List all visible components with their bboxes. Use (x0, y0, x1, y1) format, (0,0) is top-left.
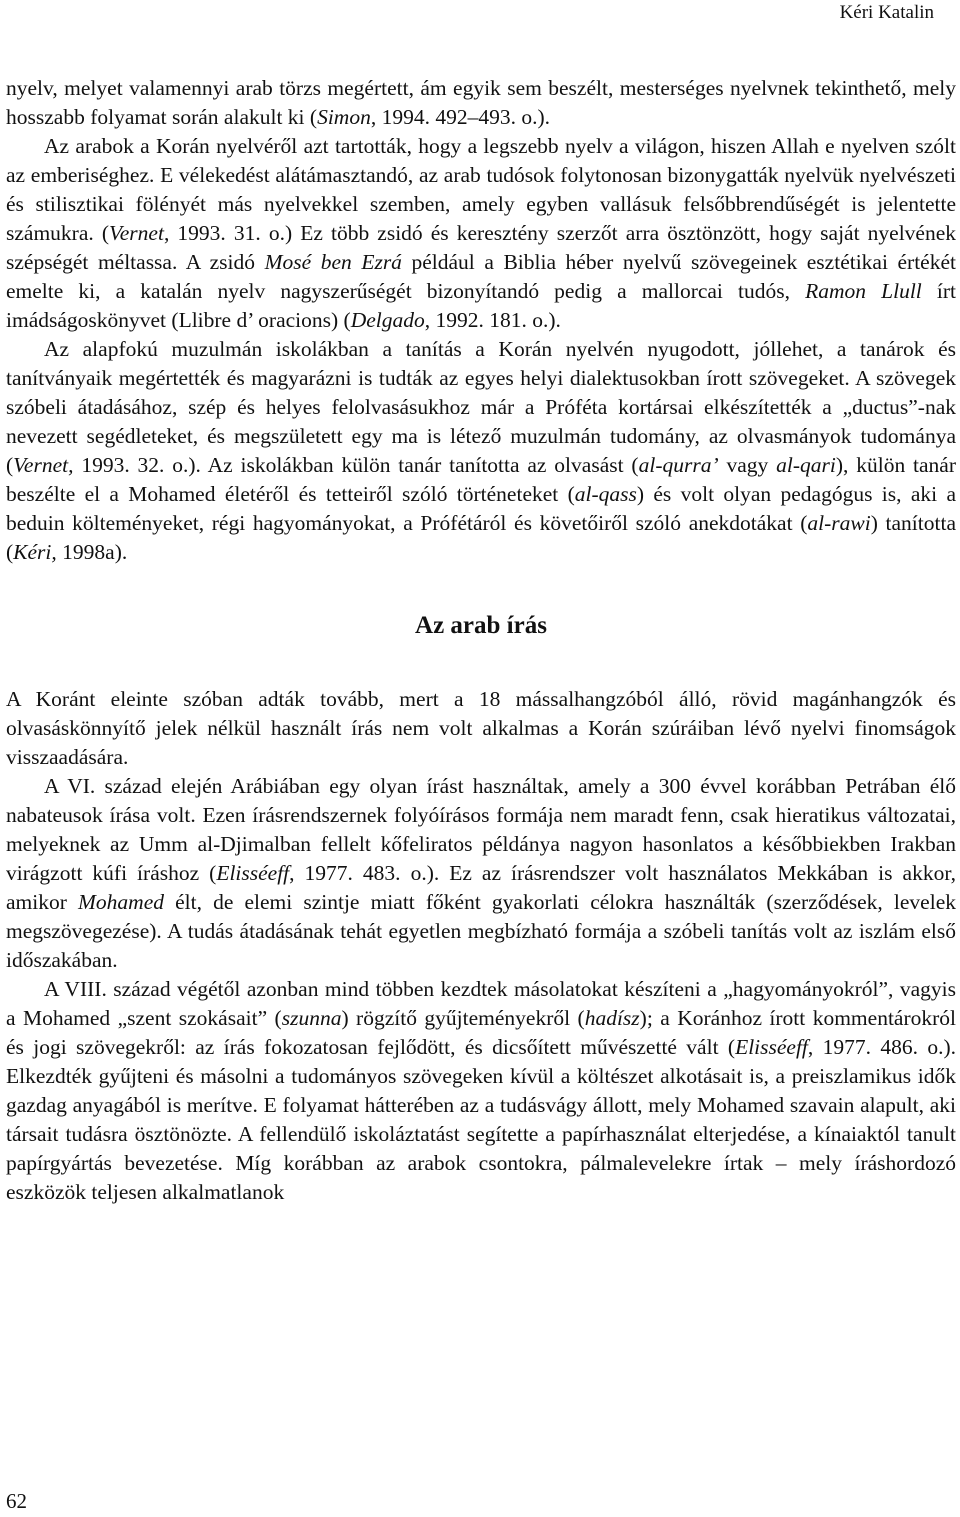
italic-text: Simon (317, 105, 371, 129)
italic-text: Mosé ben Ezrá (264, 250, 402, 274)
italic-text: hadísz (584, 1006, 640, 1030)
italic-text: Kéri, (13, 540, 57, 564)
text-run: írt imádságoskönyvet (Llibre d’ oracions) ( (6, 279, 956, 332)
text-run: , 1977. 486. o.). Elkezdték gyűjteni és másolni a tudományos szövegeken kívül a költészet alkotásait is, a preiszlamikus idők gazdag anyagából is merítve. E folyamat hátterében az a tudásvágy állott, mely Mohamed szavain alapult, aki társait tudásra ösztönözte. A fellendülő iskoláztatást segítette a papírhasználat elterjedése, a kínaiaktól tanult papírgyártás bevezetése. Míg korábban az arabok csontokra, pálmalevelekre írtak – mely íráshordozó eszközök teljesen alkalmatlanok (6, 1035, 956, 1204)
text-run: A Koránt eleinte szóban adták tovább, mert a 18 mássalhangzóból álló, rövid magánhangzók és olvasáskönnyítő jelek nélkül használt írás nem volt alkalmas a Korán szúráiban lévő nyelvi finomságok visszaadására. (6, 687, 956, 769)
text-run: ) tanította ( (6, 511, 956, 564)
text-run: például a Biblia héber nyelvű szövegeinek esztétikai értékét emelte ki, a katalán nyelv nagyszerűségét bizonyítandó pedig a mallorcai tudós, (6, 250, 956, 303)
text-run: A VIII. század végétől azonban mind többen kezdtek másolatokat készíteni a „hagyományokról”, vagyis a Mohamed „szent szokásait” ( (6, 977, 956, 1030)
intro-paragraphs (6, 74, 956, 567)
italic-text: Mohamed (78, 890, 164, 914)
italic-text: szunna (281, 1006, 342, 1030)
italic-text: Elisséeff (216, 861, 290, 885)
text-run: ) és volt olyan pedagógus is, aki a beduin költeményeket, régi hagyományokat, a Prófétáról és követőiről szóló anekdotákat ( (6, 482, 956, 535)
text-run: Az arabok a Korán nyelvéről azt tartották, hogy a legszebb nyelv a világon, hiszen Allah e nyelven szólt az emberiséghez. E vélekedést alátámasztandó, az arab tudósok folytonosan bizonygatták nyelvük nyelvészeti és stilisztikai fölényét más nyelvekkel szemben, amely egyben vallásuk felsőbbrendűségét is jelentette számukra. ( (6, 134, 956, 245)
text-run: ) rögzítő gyűjteményekről ( (341, 1006, 585, 1030)
italic-text: Elisséeff (735, 1035, 808, 1059)
text-run: , 1993. 31. o.) Ez több zsidó és keresztény szerzőt arra ösztönzött, hogy saját nyelvének szépségét méltassa. A zsidó (6, 221, 956, 274)
section-paragraphs (6, 685, 956, 1207)
text-run: vagy (718, 453, 777, 477)
text-run: nyelv, melyet valamennyi arab törzs megértett, ám egyik sem beszélt, mesterséges nyelvnek tekinthető, mely hosszabb folyamat során alakult ki ( (6, 76, 956, 129)
text-run: Az alapfokú muzulmán iskolákban a tanítás a Korán nyelvén nyugodott, jóllehet, a tanárok és tanítványaik megértették és magyarázni is tudták az egyes helyi dialektusokban írott szövegeket. A szövegek szóbeli átadásához, szép és helyes felolvasásukhoz már a Próféta kortársai elkészítették a „ductus”-nak nevezett segédleteket, és megszületett egy ma is létező muzulmán tudomány, az olvasmányok tudománya ( (6, 337, 956, 477)
italic-text: al-qurra’ (638, 453, 719, 477)
page-number: 62 (6, 1489, 27, 1513)
paragraph (6, 772, 956, 975)
italic-text: Vernet, (13, 453, 74, 477)
italic-text: al-qass (574, 482, 637, 506)
text-run: , 1992. 181. o.). (424, 308, 561, 332)
text-run: ), külön tanár beszélte el a Mohamed életéről és tetteiről szóló történeteket ( (6, 453, 957, 506)
paragraph (6, 975, 956, 1207)
page-body (6, 74, 956, 1207)
text-run: 1993. 32. o.). Az iskolákban külön tanár tanította az olvasást ( (73, 453, 639, 477)
section-heading: Az arab írás (415, 612, 547, 639)
italic-text: al-qari (776, 453, 836, 477)
text-run: élt, de elemi szintje miatt főként gyakorlati célokra használták (szerződések, levelek megszövegezése). A tudás átadásának tehát egyetlen megbízható formája a szóbeli tanítás volt az iszlám első időszakában. (6, 890, 956, 972)
italic-text: Vernet (109, 221, 164, 245)
italic-text: Ramon Llull (805, 279, 922, 303)
italic-text: Delgado (350, 308, 425, 332)
italic-text: al-rawi (807, 511, 871, 535)
paragraph (6, 335, 956, 567)
paragraph (6, 685, 956, 772)
text-run: ); a Koránhoz írott kommentárokról és jogi szövegekről: az írás fokozatosan fejlődött, és dicsőített művészetté vált ( (6, 1006, 956, 1059)
text-run: 1998a). (56, 540, 128, 564)
paragraph (6, 74, 956, 132)
text-run: A VI. század elején Arábiában egy olyan írást használtak, amely a 300 évvel korábban Petrában élő nabateusok írása volt. Ezen írásrendszernek folyóírásos formája nem maradt fenn, csak hieratikus változatai, melyeknek az Umm al-Djimalban fellelt kőfeliratos példánya nagyon hasonlatos a későbbiekben Irakban virágzott kúfi íráshoz ( (6, 774, 956, 885)
paragraph (6, 132, 956, 335)
text-run: , 1977. 483. o.). Ez az írásrendszer volt használatos Mekkában is akkor, amikor (6, 861, 956, 914)
text-run: , 1994. 492–493. o.). (370, 105, 550, 129)
running-head-author: Kéri Katalin (839, 2, 934, 23)
